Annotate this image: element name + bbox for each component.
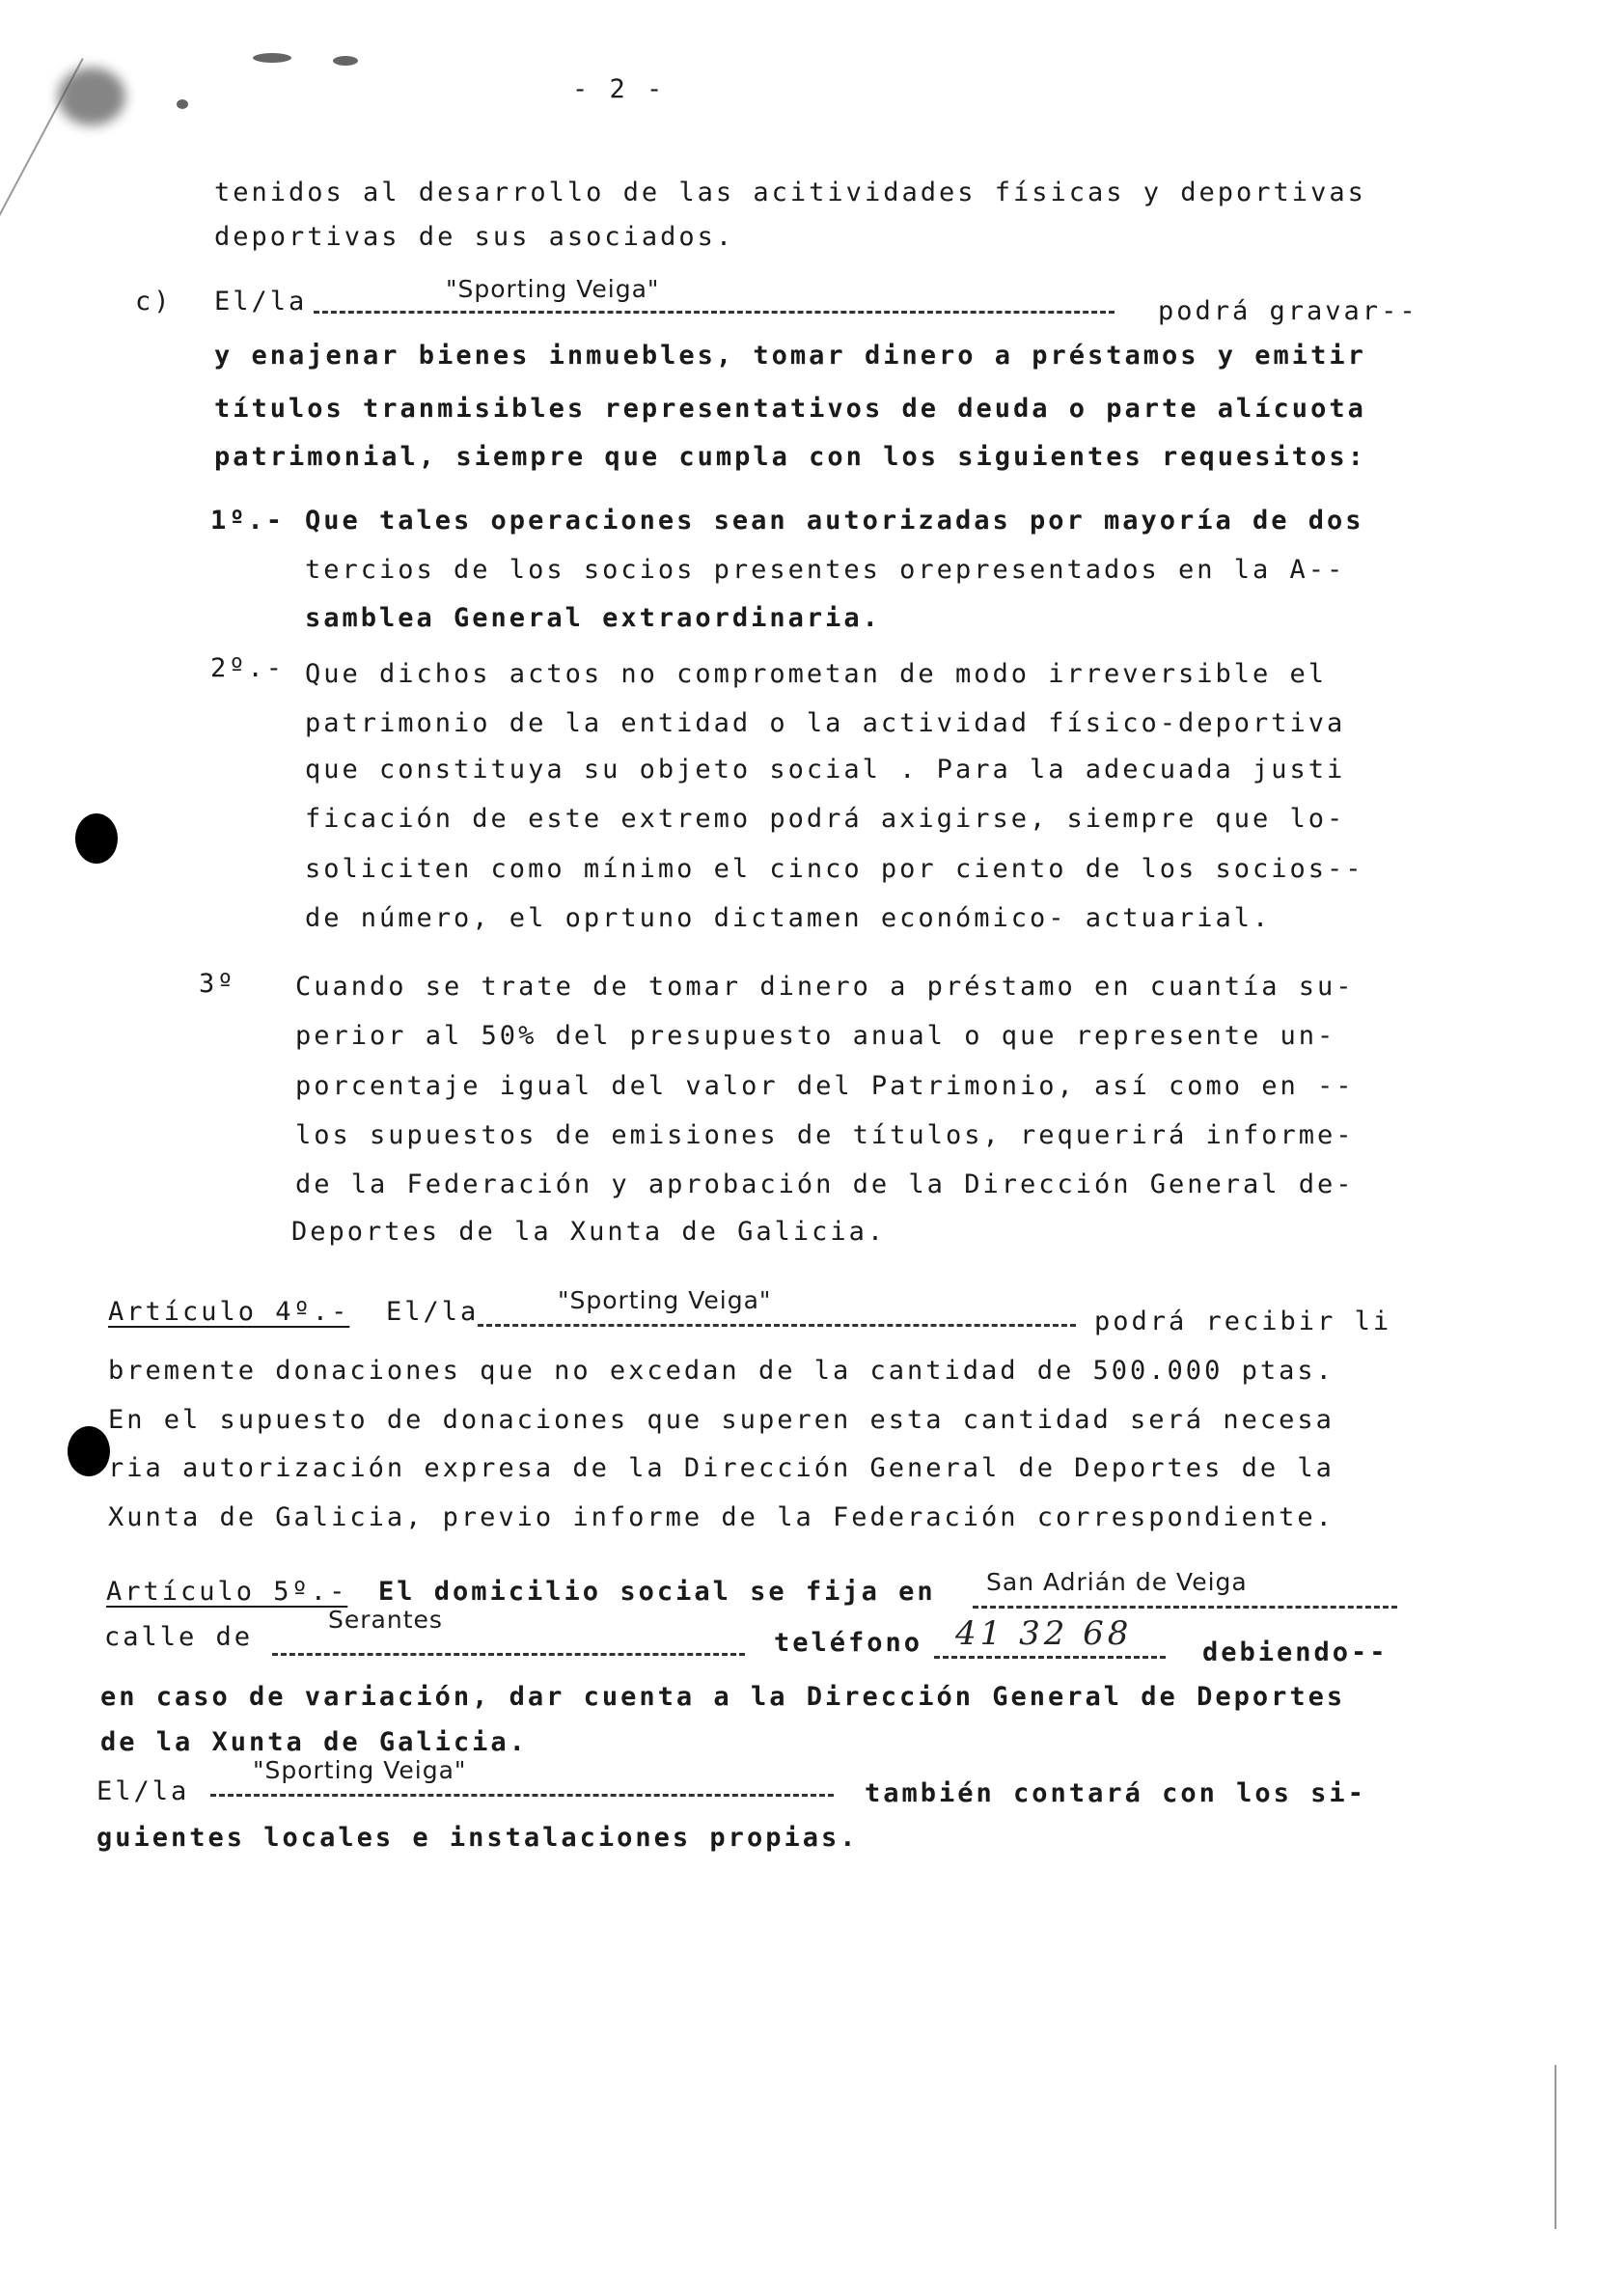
punch-hole [75,813,118,864]
blank-line [210,1794,834,1797]
text-line: soliciten como mínimo el cinco por ciento de los socios-- [305,854,1364,884]
text-line: El/la [386,1297,480,1327]
text-line: El/la [214,287,308,316]
blank-line [314,311,1115,314]
text-line: Que dichos actos no comprometan de modo irreversible el [305,659,1328,689]
locality-field: San Adrián de Veiga [986,1568,1248,1596]
text-line: podrá recibir li [1094,1307,1392,1336]
text-line: de la Xunta de Galicia. [100,1727,528,1757]
scan-speck [177,99,188,109]
text-line: samblea General extraordinaria. [305,603,881,633]
blank-line [272,1653,745,1656]
text-line: perior al 50% del presupuesto anual o que represente un- [295,1021,1336,1051]
text-line: Xunta de Galicia, previo informe de la Federación correspondiente. [108,1502,1335,1532]
text-line: podrá gravar-- [1158,296,1418,326]
list-marker: 3º [199,969,236,999]
text-line: también contará con los si- [865,1778,1366,1808]
text-line: ficación de este extremo podrá axigirse, siempre que lo- [305,804,1346,834]
text-line: de número, el oprtuno dictamen económico- actuarial. [305,903,1272,933]
list-marker: 1º.- [210,506,286,536]
text-line: títulos tranmisibles representativos de deuda o parte alícuota [214,394,1366,424]
text-line: patrimonial, siempre que cumpla con los siguientes requesitos: [214,442,1366,472]
text-line: El/la [96,1776,190,1806]
entity-name-field: "Sporting Veiga" [446,275,660,303]
text-line: Deportes de la Xunta de Galicia. [291,1217,887,1247]
text-line: calle de [104,1622,254,1652]
text-line: ria autorización expresa de la Dirección General de Deportes de la [108,1453,1335,1483]
text-line: tercios de los socios presentes orepresentados en la A-- [305,555,1346,585]
text-line: de la Federación y aprobación de la Dirección General de- [295,1170,1355,1199]
text-line: bremente donaciones que no excedan de la cantidad de 500.000 ptas. [108,1356,1335,1386]
scan-speck [253,53,291,63]
text-line: deportivas de sus asociados. [214,222,735,252]
text-line: guientes locales e instalaciones propias. [96,1823,859,1853]
page-number: - 2 - [572,74,666,104]
list-marker: c) [135,287,173,316]
article-heading: Artículo 4º.- [108,1297,350,1327]
text-line: los supuestos de emisiones de títulos, requerirá informe- [295,1120,1355,1150]
text-line: El domicilio social se fija en [378,1577,936,1607]
scan-edge-line [1555,2065,1556,2229]
text-line: que constituya su objeto social . Para la adecuada justi [305,755,1346,784]
entity-name-field: "Sporting Veiga" [253,1756,467,1784]
text-line: Cuando se trate de tomar dinero a préstamo en cuantía su- [295,972,1355,1002]
punch-hole [68,1426,110,1476]
phone-field: 41 32 68 [955,1614,1133,1653]
entity-name-field: "Sporting Veiga" [558,1286,772,1314]
text-line: tenidos al desarrollo de las acitividades físicas y deportivas [214,178,1366,207]
text-line: teléfono [774,1628,923,1658]
street-field: Serantes [328,1606,443,1634]
blank-line [934,1656,1166,1659]
scan-speck [333,56,358,66]
list-marker: 2º.- [210,653,286,683]
text-line: porcentaje igual del valor del Patrimonio, así como en -- [295,1071,1355,1101]
text-line: en caso de variación, dar cuenta a la Dirección General de Deportes [100,1682,1346,1712]
text-line: patrimonio de la entidad o la actividad físico-deportiva [305,708,1346,738]
text-line: y enajenar bienes inmuebles, tomar dinero a préstamos y emitir [214,341,1366,371]
article-heading: Artículo 5º.- [106,1577,348,1607]
scan-smudge [58,68,125,125]
text-line: Que tales operaciones sean autorizadas por mayoría de dos [305,506,1364,536]
blank-line [478,1324,1076,1327]
blank-line [973,1606,1397,1609]
text-line: En el supuesto de donaciones que superen esta cantidad será necesa [108,1405,1335,1435]
text-line: debiendo-- [1202,1637,1389,1667]
